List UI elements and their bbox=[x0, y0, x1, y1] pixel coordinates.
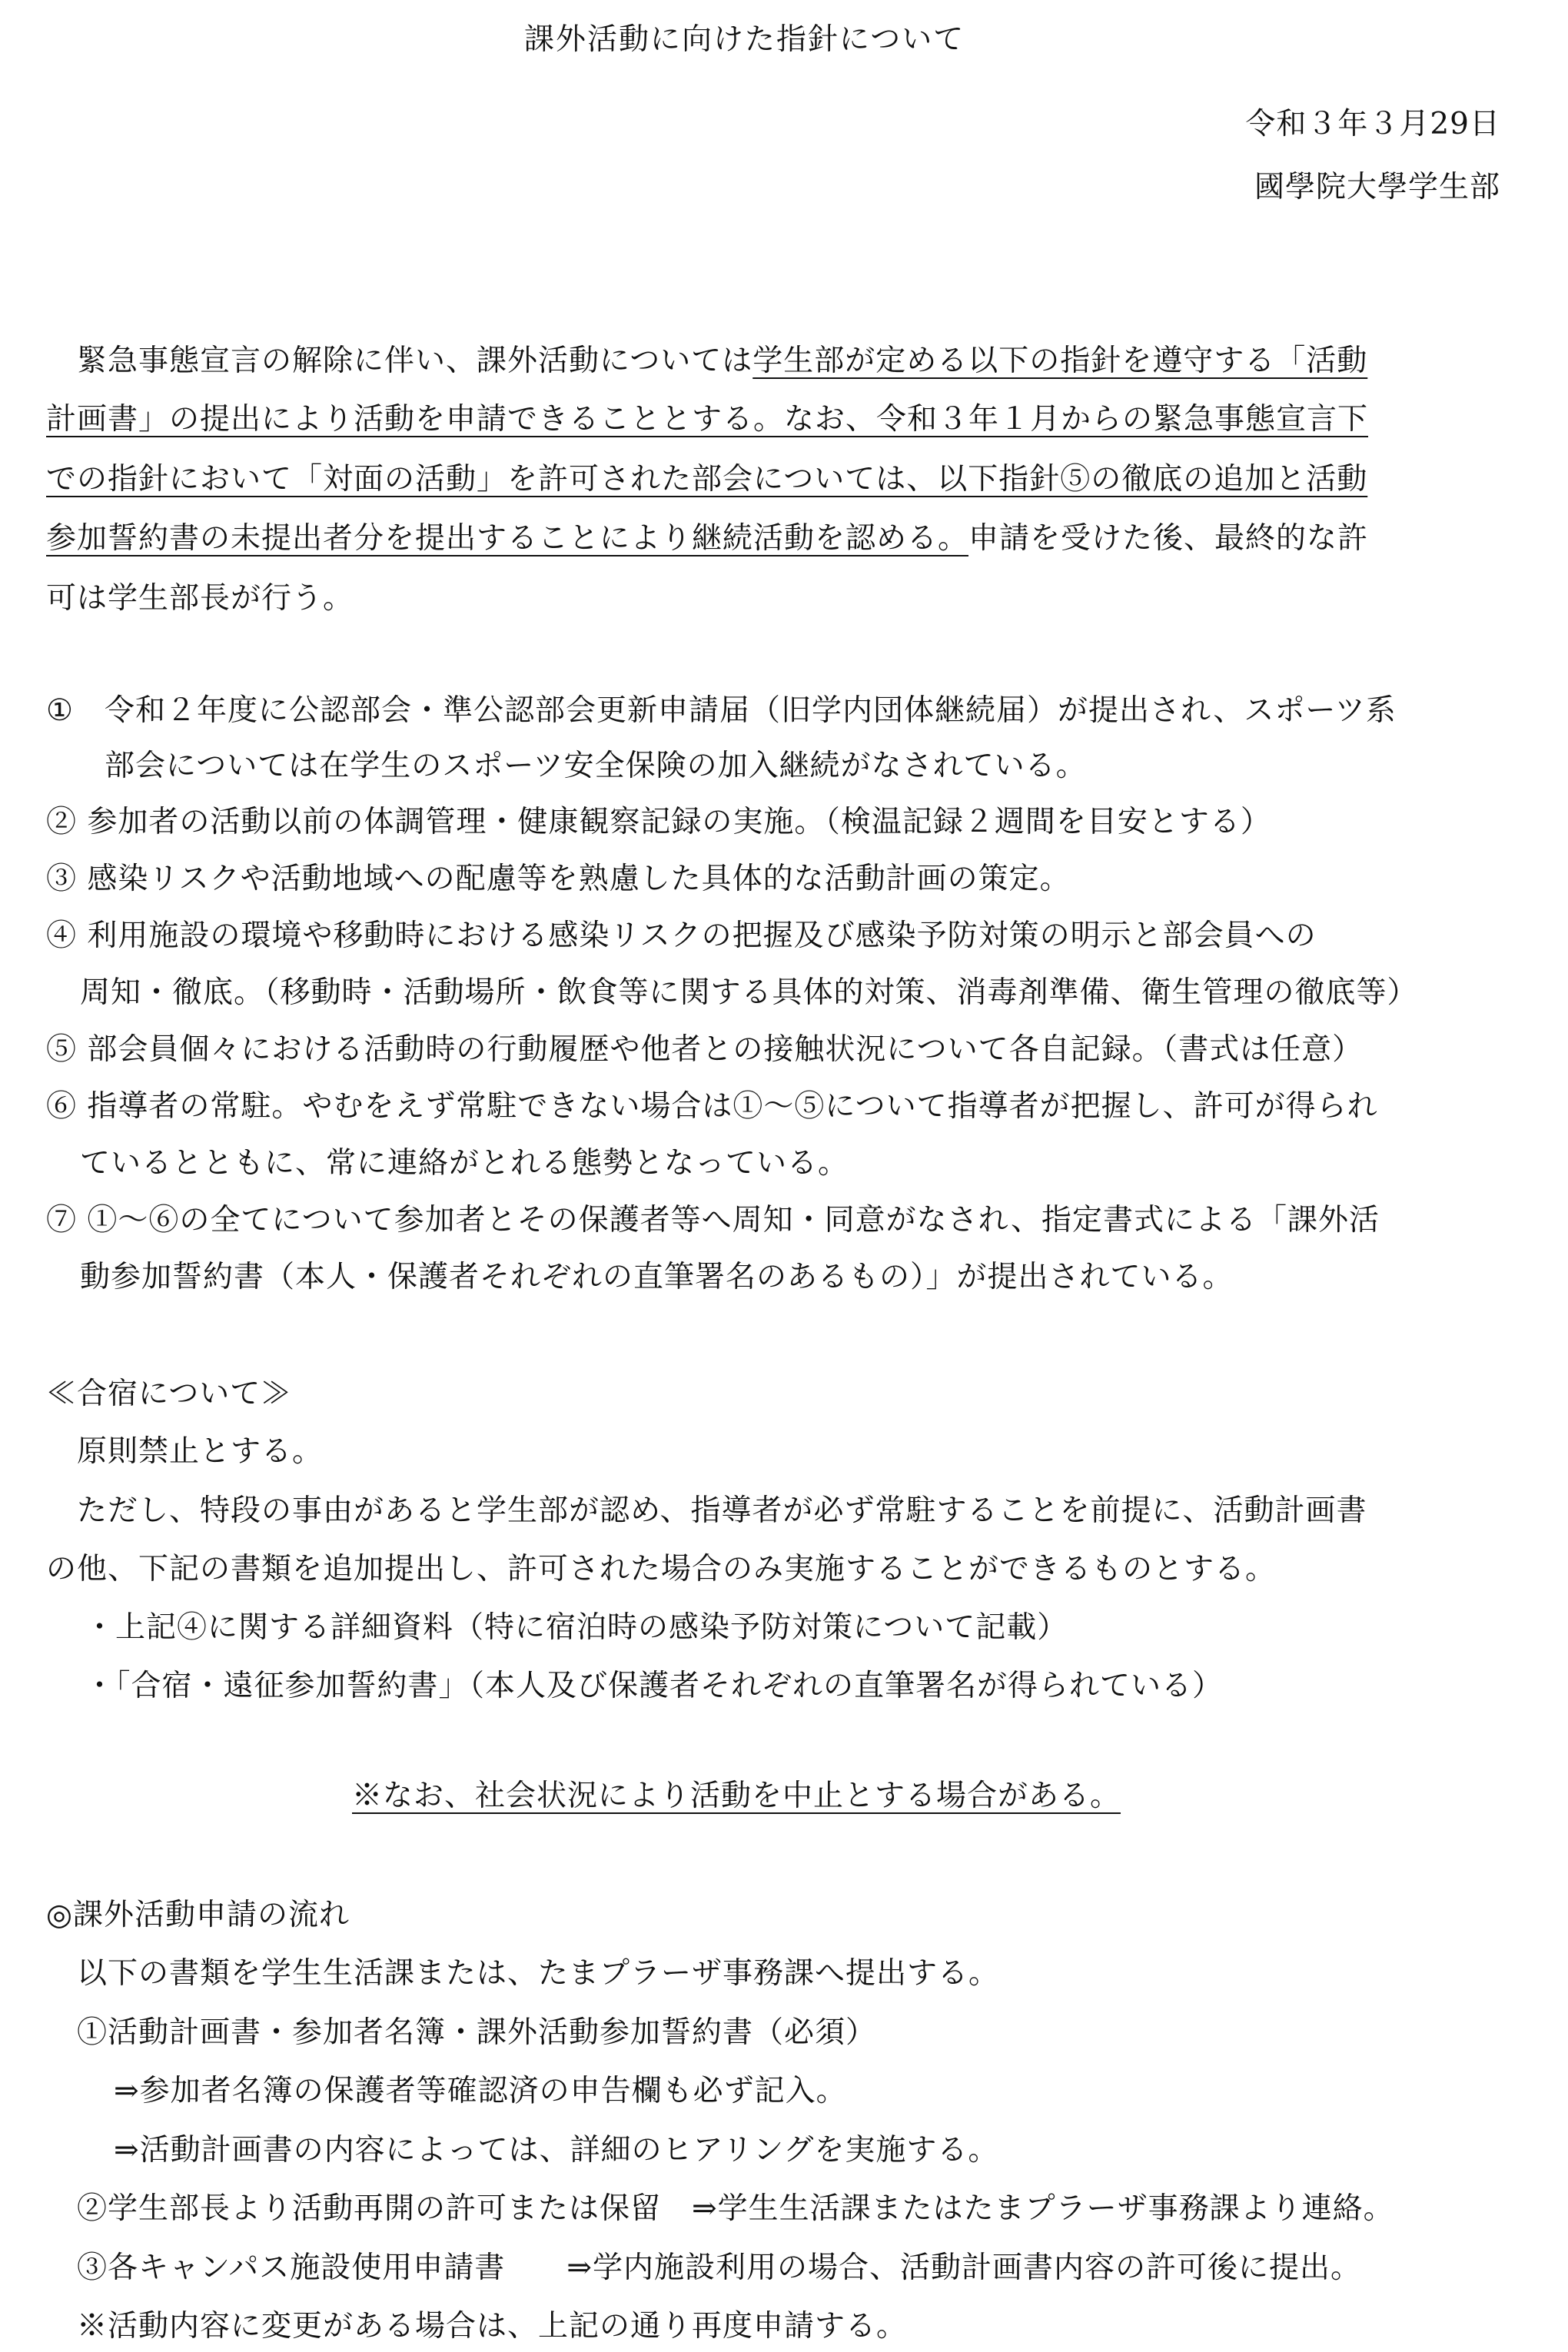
intro-line-5: 可は学生部長が行う。 bbox=[46, 581, 354, 616]
camp-line-2: ただし、特段の事由があると学生部が認め、指導者が必ず常駐することを前提に、活動計画書 bbox=[77, 1493, 1367, 1528]
guideline-2: ② 参加者の活動以前の体調管理・健康観察記録の実施。（検温記録２週間を目安とする） bbox=[46, 805, 1271, 839]
issuer: 國學院大學学生部 bbox=[1254, 170, 1500, 204]
flow-item-1-note-b: ⇒活動計画書の内容によっては、詳細のヒアリングを実施する。 bbox=[114, 2133, 999, 2168]
issue-date: 令和３年３月29日 bbox=[1245, 107, 1500, 141]
flow-item-2: ②学生部長より活動再開の許可または保留 ⇒学生生活課またはたまプラーザ事務課より連絡。 bbox=[77, 2191, 1394, 2226]
page-title: 課外活動に向けた指針について bbox=[524, 22, 965, 57]
camp-line-3: の他、下記の書類を追加提出し、許可された場合のみ実施することができるものとする。 bbox=[46, 1552, 1277, 1586]
flow-intro: 以下の書類を学生生活課または、たまプラーザ事務課へ提出する。 bbox=[77, 1956, 1000, 1991]
camp-line-1: 原則禁止とする。 bbox=[77, 1434, 324, 1469]
flow-item-1: ①活動計画書・参加者名簿・課外活動参加誓約書（必須） bbox=[77, 2015, 877, 2050]
flow-item-4: ※活動内容に変更がある場合は、上記の通り再度申請する。 bbox=[77, 2309, 908, 2344]
intro-line-1-plain: 緊急事態宣言の解除に伴い、課外活動については bbox=[77, 344, 753, 378]
intro-line-1 bbox=[77, 346, 1367, 376]
guideline-1-number: ① bbox=[46, 693, 74, 728]
intro-line-3: での指針において「対面の活動」を許可された部会については、以下指針⑤の徹底の追加と活動 bbox=[46, 462, 1368, 497]
guideline-1-line-1: 令和２年度に公認部会・準公認部会更新申請届（旧学内団体継続届）が提出され、スポーツ系 bbox=[105, 693, 1397, 728]
intro-line-4-underlined: 参加誓約書の未提出者分を提出することにより継続活動を認める。 bbox=[46, 521, 969, 556]
guideline-3: ③ 感染リスクや活動地域への配慮等を熟慮した具体的な活動計画の策定。 bbox=[46, 862, 1071, 896]
flow-item-3: ③各キャンパス施設使用申請書 ⇒学内施設利用の場合、活動計画書内容の許可後に提出。 bbox=[77, 2251, 1361, 2285]
guideline-1-line-2: 部会については在学生のスポーツ安全保険の加入継続がなされている。 bbox=[105, 749, 1087, 783]
intro-line-1-underlined: 学生部が定める以下の指針を遵守する「活動 bbox=[752, 344, 1368, 378]
suspension-notice: ※なお、社会状況により活動を中止とする場合がある。 bbox=[352, 1779, 1121, 1813]
flow-item-1-note-a: ⇒参加者名簿の保護者等確認済の申告欄も必ず記入。 bbox=[114, 2074, 847, 2108]
flow-heading: ◎課外活動申請の流れ bbox=[46, 1898, 350, 1932]
intro-line-4 bbox=[46, 521, 1369, 556]
guideline-6-line-2: ているとともに、常に連絡がとれる態勢となっている。 bbox=[80, 1146, 849, 1181]
intro-line-4-plain: 申請を受けた後、最終的な許 bbox=[968, 521, 1369, 556]
guideline-7-line-2: 動参加誓約書（本人・保護者それぞれの直筆署名のあるもの）」が提出されている。 bbox=[80, 1260, 1234, 1294]
camp-heading: ≪合宿について≫ bbox=[46, 1377, 292, 1411]
guideline-6-line-1: ⑥ 指導者の常駐。やむをえず常駐できない場合は①～⑤について指導者が把握し、許可が得られ bbox=[46, 1089, 1378, 1124]
guideline-5: ⑤ 部会員個々における活動時の行動履歴や他者との接触状況について各自記録。（書式は任意） bbox=[46, 1032, 1364, 1067]
camp-bullet-1: ・上記④に関する詳細資料（特に宿泊時の感染予防対策について記載） bbox=[85, 1610, 1068, 1645]
guideline-4-line-2: 周知・徹底。（移動時・活動場所・飲食等に関する具体的対策、消毒剤準備、衛生管理の徹底等） bbox=[80, 975, 1418, 1010]
guideline-4-line-1: ④ 利用施設の環境や移動時における感染リスクの把握及び感染予防対策の明示と部会員への bbox=[46, 919, 1317, 953]
intro-line-2: 計画書」の提出により活動を申請できることとする。なお、令和３年１月からの緊急事態宣言下 bbox=[46, 402, 1369, 437]
guideline-7-line-1: ⑦ ①～⑥の全てについて参加者とその保護者等へ周知・同意がなされ、指定書式による「課外活 bbox=[46, 1203, 1380, 1237]
camp-bullet-2: ・「合宿・遠征参加誓約書」（本人及び保護者それぞれの直筆署名が得られている） bbox=[85, 1669, 1224, 1703]
